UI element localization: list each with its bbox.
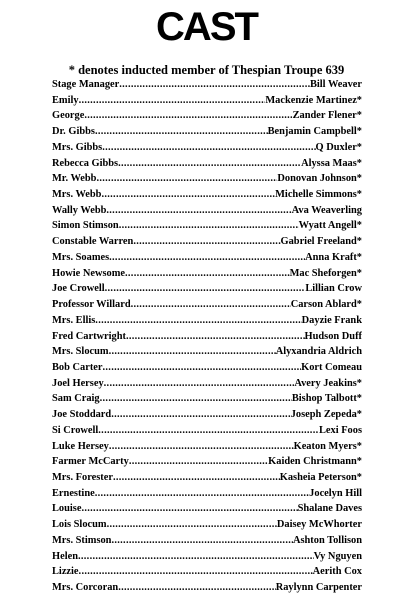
cast-row xyxy=(52,409,362,425)
role-name: Dr. Gibbs xyxy=(52,126,95,138)
dot-leader xyxy=(96,173,277,184)
role-name: Ernestine xyxy=(52,487,95,499)
actor-name: Vy Nguyen xyxy=(313,550,362,562)
role-name: Mrs. Corcoran xyxy=(52,582,119,593)
dot-leader xyxy=(79,566,313,577)
dot-leader xyxy=(78,551,314,562)
dot-leader xyxy=(95,315,301,326)
dot-leader xyxy=(111,535,293,546)
dot-leader xyxy=(133,236,280,247)
role-name: Mrs. Slocum xyxy=(52,346,109,358)
cast-row xyxy=(52,535,362,551)
role-name: Si Crowell xyxy=(52,424,99,436)
actor-name: Q Duxler* xyxy=(315,141,362,153)
cast-row xyxy=(52,315,362,331)
role-name: Rebecca Gibbs xyxy=(52,157,119,169)
cast-row xyxy=(52,441,362,457)
cast-row xyxy=(52,236,362,252)
cast-row xyxy=(52,551,362,567)
role-name: Simon Stimson xyxy=(52,220,119,232)
dot-leader xyxy=(95,488,309,499)
role-name: Wally Webb xyxy=(52,204,107,216)
role-name: Mrs. Forester xyxy=(52,471,113,483)
dot-leader xyxy=(118,158,301,169)
cast-row xyxy=(52,346,362,362)
role-name: Professor Willard xyxy=(52,299,131,311)
actor-name: Benjamin Campbell* xyxy=(267,126,362,138)
cast-row xyxy=(52,95,362,111)
role-name: Bob Carter xyxy=(52,361,103,373)
role-name: Joe Stoddard xyxy=(52,409,112,421)
actor-name: Anna Kraft* xyxy=(305,251,362,263)
actor-name: Kaiden Christmann* xyxy=(268,456,362,468)
actor-name: Hudson Duff xyxy=(304,330,362,342)
dot-leader xyxy=(111,409,291,420)
cast-row xyxy=(52,566,362,582)
cast-row xyxy=(52,519,362,535)
role-name: Lois Slocum xyxy=(52,519,107,531)
actor-name: Avery Jeakins* xyxy=(294,377,362,389)
actor-name: Alyxandria Aldrich xyxy=(275,346,362,358)
cast-row xyxy=(52,220,362,236)
role-name: George xyxy=(52,110,85,122)
role-name: Constable Warren xyxy=(52,236,134,248)
role-name: Emily xyxy=(52,94,79,106)
actor-name: Aerith Cox xyxy=(312,566,362,578)
dot-leader xyxy=(131,299,291,310)
actor-name: Daisey McWhorter xyxy=(276,519,362,531)
actor-name: Lexi Foos xyxy=(318,424,362,436)
role-name: Joe Crowell xyxy=(52,283,105,295)
cast-row xyxy=(52,378,362,394)
actor-name: Kasheia Peterson* xyxy=(279,471,362,483)
dot-leader xyxy=(84,110,292,121)
cast-row xyxy=(52,582,362,598)
cast-row xyxy=(52,283,362,299)
dot-leader xyxy=(109,346,276,357)
actor-name: Bill Weaver xyxy=(309,79,362,90)
actor-name: Ava Weaverling xyxy=(291,204,362,216)
dot-leader xyxy=(79,95,266,106)
dot-leader xyxy=(104,378,295,389)
dot-leader xyxy=(129,456,268,467)
actor-name: Carson Ablard* xyxy=(290,299,362,311)
actor-name: Dayzie Frank xyxy=(301,314,362,326)
actor-name: Shalane Daves xyxy=(297,503,362,515)
role-name: Mrs. Stimson xyxy=(52,534,112,546)
cast-row xyxy=(52,331,362,347)
role-name: Mrs. Webb xyxy=(52,189,102,201)
actor-name: Wyatt Angell* xyxy=(298,220,362,232)
actor-name: Gabriel Freeland* xyxy=(280,236,362,248)
cast-row xyxy=(52,205,362,221)
dot-leader xyxy=(119,79,310,90)
actor-name: Jocelyn Hill xyxy=(309,487,362,499)
dot-leader xyxy=(125,268,290,279)
cast-row xyxy=(52,472,362,488)
role-name: Mrs. Soames xyxy=(52,251,110,263)
actor-name: Keaton Myers* xyxy=(293,440,362,452)
cast-row xyxy=(52,299,362,315)
actor-name: Lillian Crow xyxy=(305,283,362,295)
cast-subtitle: * denotes inducted member of Thespian Troupe 639 xyxy=(68,63,345,77)
actor-name: Mac Sheforgen* xyxy=(289,267,362,279)
dot-leader xyxy=(118,582,276,593)
cast-row xyxy=(52,268,362,284)
cast-row xyxy=(52,189,362,205)
cast-row xyxy=(52,252,362,268)
cast-row xyxy=(52,142,362,158)
dot-leader xyxy=(102,142,315,153)
actor-name: Bishop Talbott* xyxy=(291,393,362,405)
dot-leader xyxy=(100,393,292,404)
cast-row xyxy=(52,425,362,441)
role-name: Helen xyxy=(52,550,78,562)
dot-leader xyxy=(81,503,297,514)
role-name: Mrs. Ellis xyxy=(52,314,96,326)
dot-leader xyxy=(106,205,291,216)
actor-name: Joseph Zepeda* xyxy=(290,409,362,421)
cast-row xyxy=(52,393,362,409)
page-title: CAST xyxy=(156,5,257,49)
dot-leader xyxy=(113,472,280,483)
actor-name: Donovan Johnson* xyxy=(277,173,362,185)
cast-row xyxy=(52,362,362,378)
role-name: Mrs. Gibbs xyxy=(52,141,103,153)
dot-leader xyxy=(105,283,306,294)
role-name: Fred Cartwright xyxy=(52,330,126,342)
actor-name: Kort Comeau xyxy=(301,361,362,373)
actor-name: Zander Flener* xyxy=(292,110,362,122)
cast-row xyxy=(52,488,362,504)
dot-leader xyxy=(103,362,302,373)
dot-leader xyxy=(119,220,299,231)
cast-row xyxy=(52,503,362,519)
cast-row xyxy=(52,126,362,142)
role-name: Lizzie xyxy=(52,566,79,578)
role-name: Stage Manager xyxy=(52,79,120,90)
dot-leader xyxy=(107,519,277,530)
actor-name: Ashton Tollison xyxy=(292,534,362,546)
actor-name: Alyssa Maas* xyxy=(301,157,362,169)
role-name: Farmer McCarty xyxy=(52,456,129,468)
actor-name: Raylynn Carpenter xyxy=(275,582,362,593)
cast-row xyxy=(52,158,362,174)
actor-name: Mackenzie Martinez* xyxy=(265,94,362,106)
role-name: Mr. Webb xyxy=(52,173,97,185)
cast-row xyxy=(52,456,362,472)
dot-leader xyxy=(109,441,294,452)
actor-name: Michelle Simmons* xyxy=(275,189,362,201)
role-name: Louise xyxy=(52,503,82,515)
role-name: Howie Newsome xyxy=(52,267,126,279)
cast-row xyxy=(52,79,362,95)
cast-row xyxy=(52,173,362,189)
role-name: Joel Hersey xyxy=(52,377,104,389)
dot-leader xyxy=(95,126,268,137)
cast-row xyxy=(52,110,362,126)
cast-list xyxy=(52,79,362,598)
dot-leader xyxy=(126,331,305,342)
dot-leader xyxy=(101,189,275,200)
role-name: Sam Craig xyxy=(52,393,100,405)
role-name: Luke Hersey xyxy=(52,440,109,452)
dot-leader xyxy=(98,425,319,436)
dot-leader xyxy=(109,252,305,263)
